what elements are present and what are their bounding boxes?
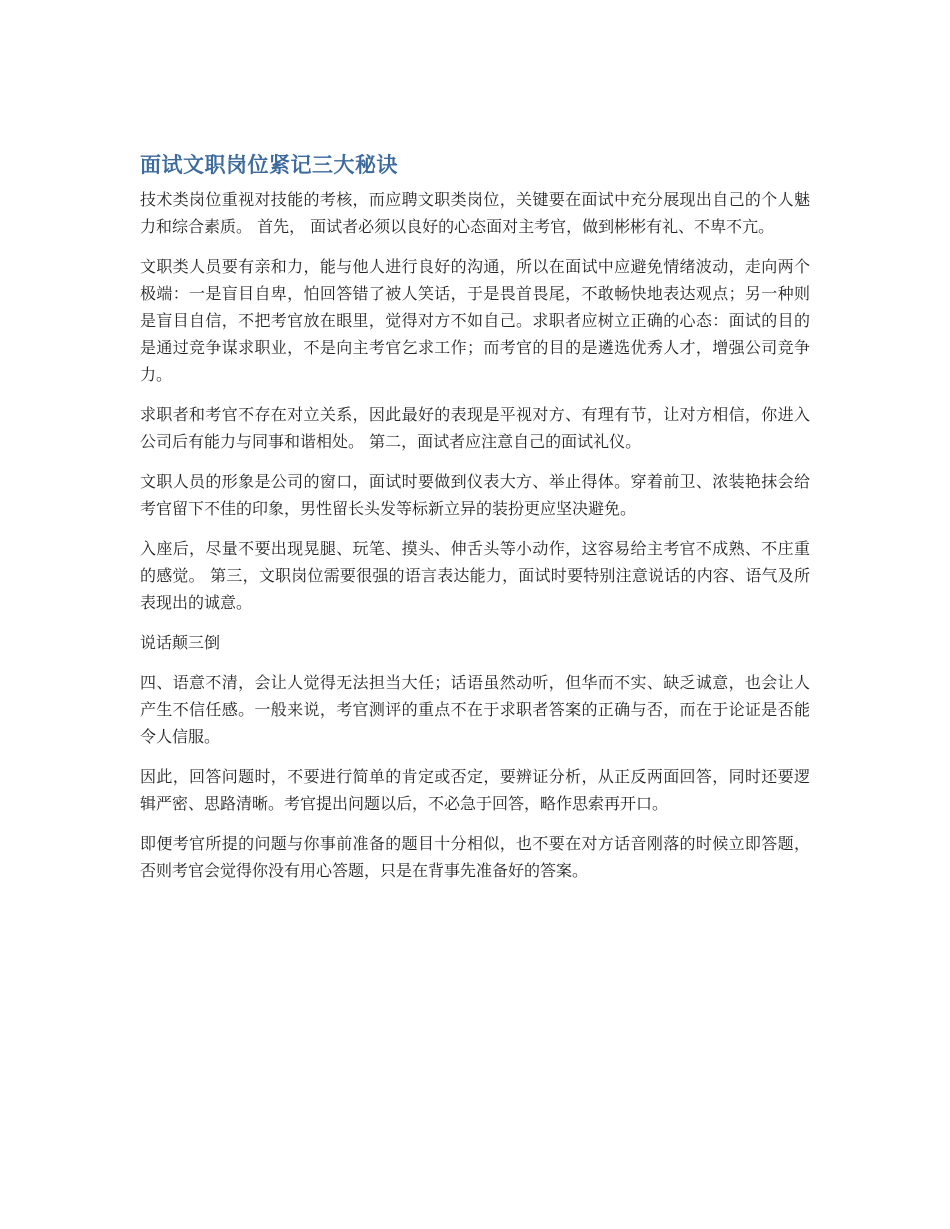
paragraph-9: 即便考官所提的问题与你事前准备的题目十分相似，也不要在对方话音刚落的时候立即答题，否则考官会觉得你没有用心答题，只是在背事先准备好的答案。 (140, 834, 810, 880)
paragraph-3: 求职者和考官不存在对立关系，因此最好的表现是平视对方、有理有节，让对方相信，你进入公司后有能力与同事和谐相处。 第二，面试者应注意自己的面试礼仪。 (140, 405, 810, 451)
paragraph-2: 文职类人员要有亲和力，能与他人进行良好的沟通，所以在面试中应避免情绪波动，走向两个极端：一是盲目自卑，怕回答错了被人笑话，于是畏首畏尾，不敢畅快地表达观点；另一种则是盲目自信，不把考官放在眼里，觉得对方不如自己。求职者应树立正确的心态：面试的目的是通过竞争谋求职业，不是向主考官乞求工作；而考官的目的是遴选优秀人才，增强公司竞争力。 (140, 257, 810, 384)
paragraph-6: 说话颠三倒 (140, 633, 221, 652)
page-title: 面试文职岗位紧记三大秘诀 (140, 153, 398, 177)
paragraph-4: 文职人员的形象是公司的窗口，面试时要做到仪表大方、举止得体。穿着前卫、浓装艳抹会给考官留下不佳的印象，男性留长头发等标新立异的装扮更应坚决避免。 (140, 472, 810, 518)
paragraph-8: 因此，回答问题时，不要进行简单的肯定或否定，要辨证分析，从正反两面回答，同时还要逻辑严密、思路清晰。考官提出问题以后，不必急于回答，略作思索再开口。 (140, 767, 810, 813)
document-page (140, 148, 810, 897)
paragraph-7: 四、语意不清，会让人觉得无法担当大任；话语虽然动听，但华而不实、缺乏诚意，也会让人产生不信任感。一般来说，考官测评的重点不在于求职者答案的正确与否，而在于论证是否能令人信服。 (140, 673, 810, 746)
paragraph-5: 入座后，尽量不要出现晃腿、玩笔、摸头、伸舌头等小动作，这容易给主考官不成熟、不庄重的感觉。 第三，文职岗位需要很强的语言表达能力，面试时要特别注意说话的内容、语气及所表现出的诚意。 (140, 539, 810, 612)
paragraph-1: 技术类岗位重视对技能的考核，而应聘文职类岗位，关键要在面试中充分展现出自己的个人魅力和综合素质。 首先， 面试者必须以良好的心态面对主考官，做到彬彬有礼、不卑不亢。 (140, 190, 810, 236)
